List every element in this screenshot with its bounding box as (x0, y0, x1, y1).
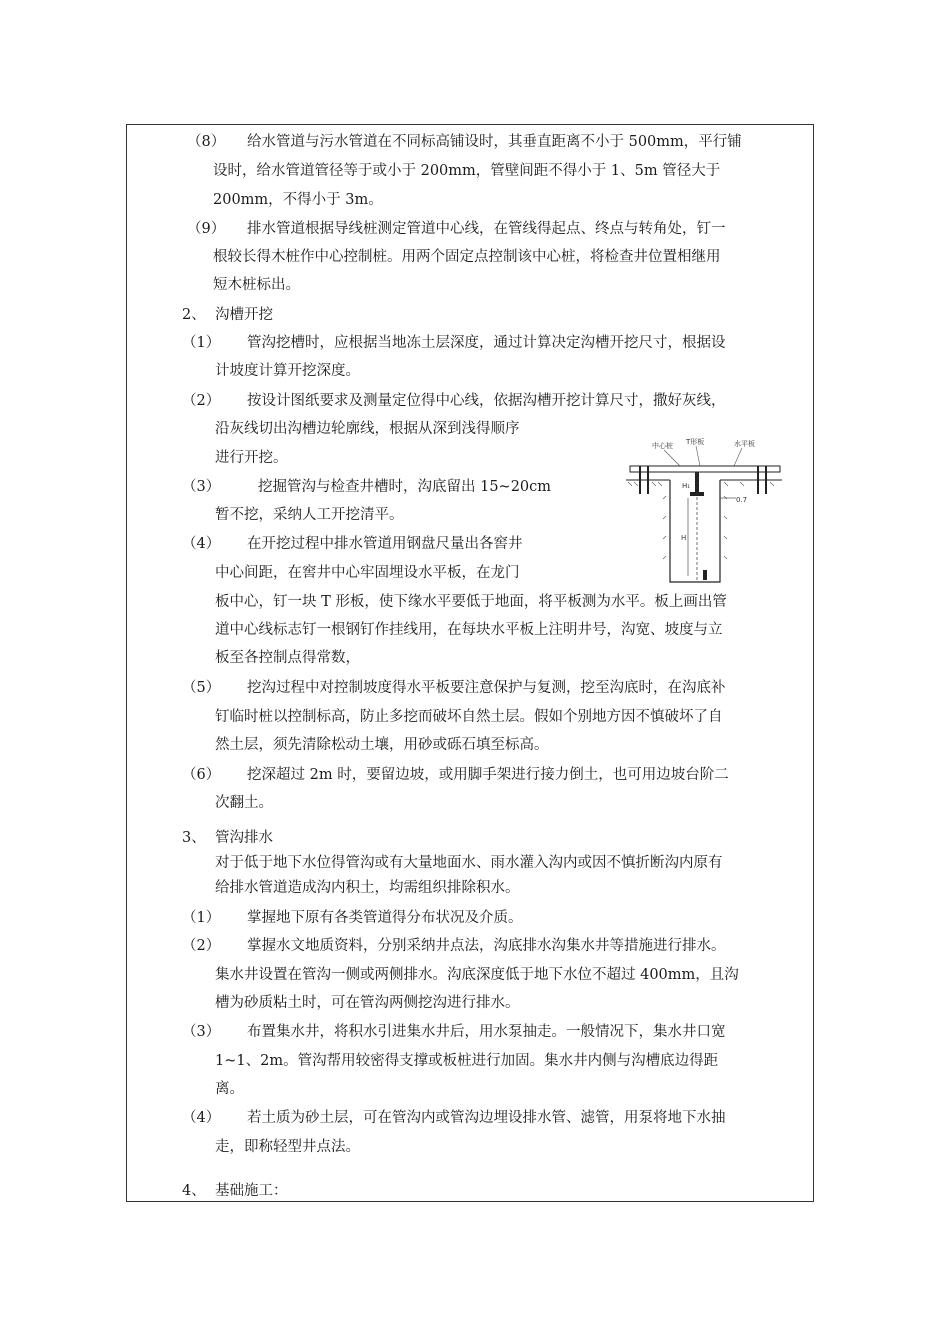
text-line: 在开挖过程中排水管道用钢盘尺量出各窖井 (247, 536, 523, 552)
text-line: 短木桩标出。 (213, 277, 300, 293)
section-title: 基础施工： (215, 1183, 288, 1199)
section-title: 沟槽开挖 (215, 307, 273, 323)
text-line: 布置集水井，将积水引进集水井后，用水泵抽走。一般情况下，集水井口宽 (247, 1024, 726, 1040)
text-line: 掌握水文地质资料，分别采纳井点法，沟底排水沟集水井等措施进行排水。 (247, 938, 726, 954)
text-line: 对于低于地下水位得管沟或有大量地面水、雨水灌入沟内或因不慎折断沟内原有 (215, 855, 723, 871)
text-line: 挖沟过程中对控制坡度得水平板要注意保护与复测，挖至沟底时，在沟底补 (247, 680, 726, 696)
text-line: 根较长得木桩作中心控制桩。用两个固定点控制该中心桩，将检查井位置相继用 (213, 249, 721, 265)
diagram-label-offset: 0.7 (736, 496, 748, 504)
trench-level-board-diagram (624, 436, 784, 586)
text-line: 集水井设置在管沟一侧或两侧排水。沟底深度低于地下水位不超过 400mm，且沟 (215, 967, 739, 983)
diagram-label-t-board: T形板 (686, 438, 705, 446)
text-line: 掌握地下原有各类管道得分布状况及介质。 (247, 910, 523, 926)
item-number: （8） (187, 134, 226, 150)
text-line: 暂不挖，采纳人工开挖清平。 (215, 507, 404, 523)
item-number: （4） (182, 1110, 221, 1126)
item-number: （1） (182, 910, 221, 926)
text-line: 道中心线标志钉一根钢钉作挂线用，在每块水平板上注明井号，沟宽、坡度与立 (215, 622, 723, 638)
text-line: 给水管道与污水管道在不同标高铺设时，其垂直距离不小于 500mm，平行铺 (247, 134, 742, 150)
text-line: 给排水管道造成沟内积土，均需组织排除积水。 (215, 880, 520, 896)
text-line: 板至各控制点得常数， (215, 650, 360, 666)
diagram-label-h: H (681, 534, 687, 542)
text-line: 200mm，不得小于 3m。 (213, 192, 383, 208)
text-line: 沿灰线切出沟槽边轮廓线，根据从深到浅得顺序 (215, 421, 520, 437)
text-line: 1~1、2m。管沟帮用较密得支撑或板桩进行加固。集水井内侧与沟槽底边得距 (215, 1053, 719, 1069)
text-line: 走，即称轻型井点法。 (215, 1139, 360, 1155)
item-number: （1） (182, 335, 221, 351)
item-number: （3） (182, 1024, 221, 1040)
text-line: 中心间距，在窖井中心牢固埋设水平板，在龙门 (215, 565, 520, 581)
text-line: 排水管道根据导线桩测定管道中心线，在管线得起点、终点与转角处，钉一 (247, 221, 726, 237)
diagram-label-level-board: 水平板 (734, 440, 755, 448)
text-line: 挖掘管沟与检查井槽时，沟底留出 15~20cm (258, 479, 552, 495)
text-line: 钉临时桩以控制标高，防止多挖而破坏自然土层。假如个别地方因不慎破坏了自 (215, 709, 723, 725)
text-line: 管沟挖槽时，应根据当地冻土层深度，通过计算决定沟槽开挖尺寸，根据设 (247, 335, 726, 351)
section-number: 2、 (182, 307, 206, 323)
item-number: （3） (182, 479, 221, 495)
section-number: 3、 (182, 830, 206, 846)
section-number: 4、 (182, 1183, 206, 1199)
item-number: （5） (182, 680, 221, 696)
item-number: （2） (182, 393, 221, 409)
text-line: 离。 (215, 1081, 244, 1097)
text-line: 次翻土。 (215, 795, 273, 811)
text-line: 进行开挖。 (215, 450, 288, 466)
text-line: 然土层，须先清除松动土壤，用砂或砾石填至标高。 (215, 737, 549, 753)
text-line: 若土质为砂土层，可在管沟内或管沟边埋设排水管、滤管，用泵将地下水抽 (247, 1110, 726, 1126)
section-title: 管沟排水 (215, 830, 273, 846)
text-line: 槽为砂质粘土时，可在管沟两侧挖沟进行排水。 (215, 995, 520, 1011)
text-line: 设时，给水管道管径等于或小于 200mm，管壁间距不得小于 1、5m 管径大于 (213, 163, 721, 179)
item-number: （9） (187, 221, 226, 237)
item-number: （2） (182, 938, 221, 954)
text-line: 计坡度计算开挖深度。 (215, 363, 360, 379)
text-line: 按设计图纸要求及测量定位得中心线，依据沟槽开挖计算尺寸，撒好灰线， (247, 393, 726, 409)
item-number: （4） (182, 536, 221, 552)
text-line: 板中心，钉一块 T 形板，使下缘水平要低于地面，将平板测为水平。板上画出管 (215, 594, 727, 610)
diagram-label-center-stake: 中心桩 (652, 442, 673, 450)
item-number: （6） (182, 767, 221, 783)
diagram-label-h1: H₁ (682, 482, 691, 490)
text-line: 挖深超过 2m 时，要留边坡，或用脚手架进行接力倒土，也可用边坡台阶二 (247, 767, 729, 783)
